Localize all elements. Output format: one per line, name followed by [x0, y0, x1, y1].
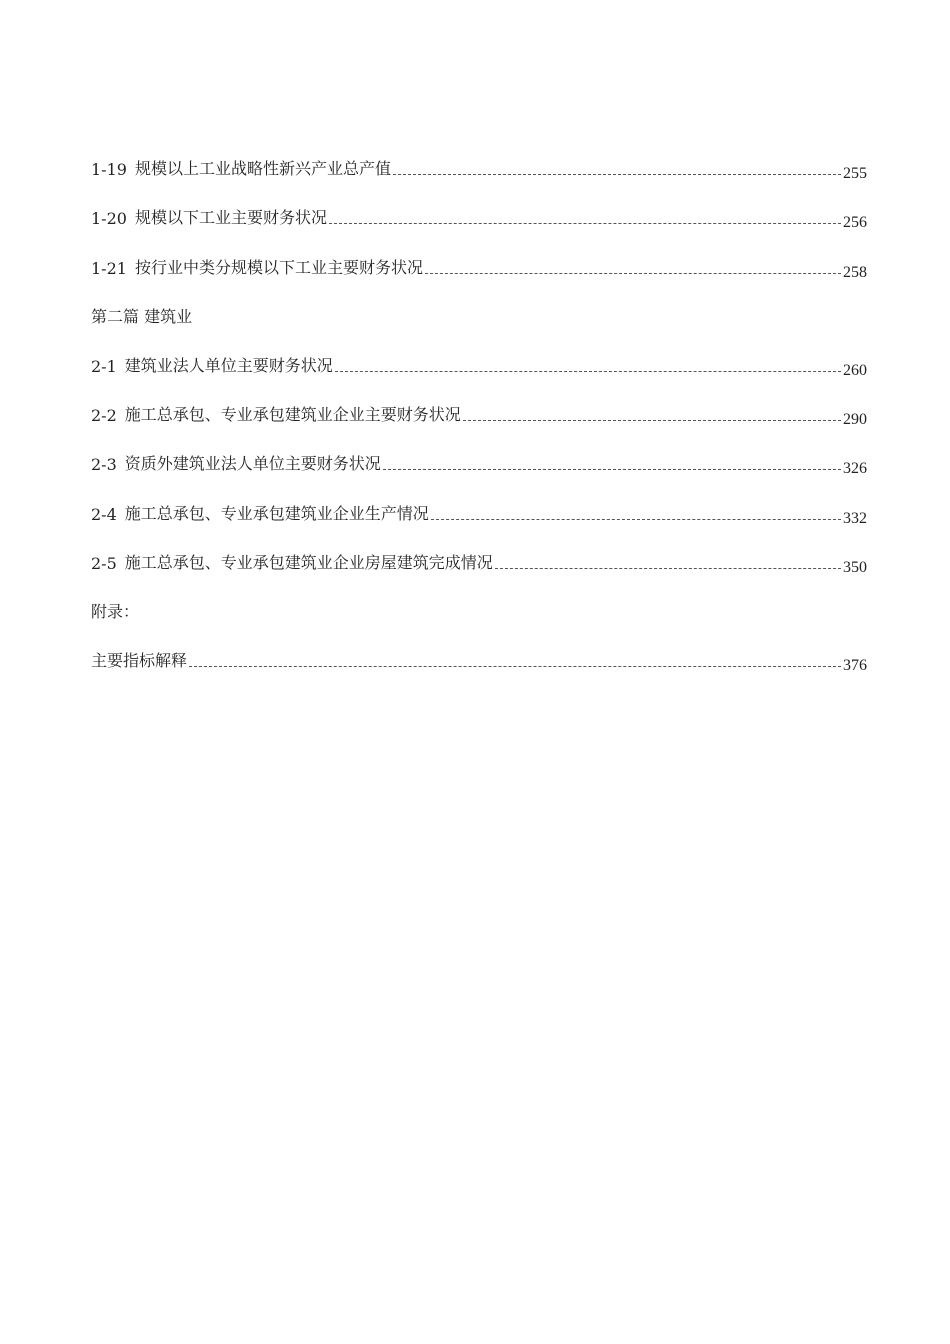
dotted-leader — [189, 665, 841, 667]
section-heading-title: 附录： — [91, 601, 140, 621]
toc-entry-title: 施工总承包、专业承包建筑业企业主要财务状况 — [124, 405, 461, 425]
toc-entry-page: 258 — [843, 263, 867, 281]
dotted-leader — [431, 518, 841, 520]
toc-entry-page: 350 — [843, 558, 867, 576]
toc-entry-number: 2-4 — [91, 504, 117, 524]
dotted-leader — [329, 222, 841, 224]
toc-entry-title: 施工总承包、专业承包建筑业企业房屋建筑完成情况 — [124, 552, 493, 572]
dotted-leader — [463, 419, 841, 421]
toc-entry-number: 2-5 — [91, 553, 117, 573]
toc-entry-title: 规模以上工业战略性新兴产业总产值 — [134, 159, 391, 179]
toc-entry-number: 2-1 — [91, 356, 117, 376]
table-of-contents — [91, 134, 867, 675]
toc-entry[interactable] — [91, 380, 867, 429]
toc-section-heading — [91, 577, 867, 626]
toc-entry-number: 1-20 — [91, 209, 127, 229]
toc-entry-title: 主要指标解释 — [91, 651, 188, 671]
toc-entry[interactable] — [91, 478, 867, 527]
section-heading-title: 第二篇 建筑业 — [91, 306, 193, 326]
toc-entry-page: 260 — [843, 361, 867, 379]
dotted-leader — [425, 272, 841, 274]
toc-entry-page: 332 — [843, 509, 867, 527]
toc-entry-title: 资质外建筑业法人单位主要财务状况 — [124, 454, 381, 474]
dotted-leader — [335, 370, 841, 372]
toc-entry-number: 2-2 — [91, 406, 117, 426]
toc-entry-page: 255 — [843, 165, 867, 183]
toc-entry-title: 建筑业法人单位主要财务状况 — [124, 355, 333, 375]
toc-entry-page: 290 — [843, 411, 867, 429]
dotted-leader — [495, 567, 841, 569]
toc-section-heading — [91, 282, 867, 331]
toc-entry-page: 326 — [843, 460, 867, 478]
toc-entry-number: 1-21 — [91, 258, 127, 278]
toc-entry[interactable] — [91, 232, 867, 281]
toc-entry[interactable] — [91, 331, 867, 380]
dotted-leader — [393, 173, 841, 175]
dotted-leader — [383, 468, 841, 470]
toc-entry-title: 规模以下工业主要财务状况 — [134, 208, 327, 228]
toc-entry[interactable] — [91, 134, 867, 183]
toc-entry[interactable] — [91, 626, 867, 675]
toc-entry[interactable] — [91, 528, 867, 577]
toc-entry-title: 按行业中类分规模以下工业主要财务状况 — [134, 257, 423, 277]
toc-entry[interactable] — [91, 429, 867, 478]
toc-entry-number: 1-19 — [91, 160, 127, 180]
toc-entry-page: 256 — [843, 214, 867, 232]
toc-entry-page: 376 — [843, 657, 867, 675]
toc-entry-title: 施工总承包、专业承包建筑业企业生产情况 — [124, 503, 429, 523]
toc-entry[interactable] — [91, 183, 867, 232]
toc-entry-number: 2-3 — [91, 455, 117, 475]
